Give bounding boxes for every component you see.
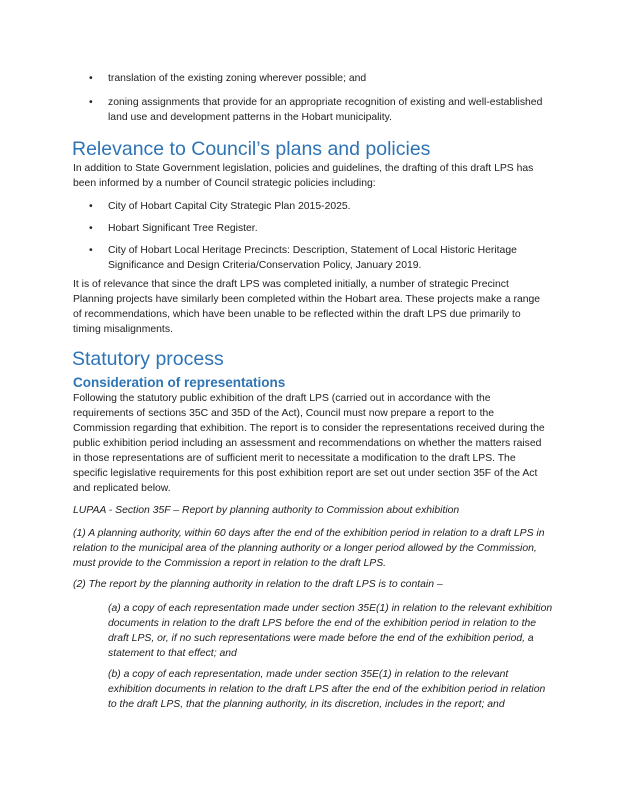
- section-heading: Relevance to Council’s plans and policies: [72, 138, 431, 160]
- quote-clause: (1) A planning authority, within 60 days after the end of the exhibition period in relation to a draft LPS in relation to the municipal area of the planning authority or a longer period allowed by the Commission, must provide to the Commission a report in relation to the draft LPS.: [73, 528, 545, 569]
- bullet-item: Hobart Significant Tree Register.: [108, 223, 258, 234]
- quote-title: LUPAA - Section 35F – Report by planning authority to Commission about exhibition: [73, 505, 460, 516]
- bullet-item: translation of the existing zoning wherever possible; and: [108, 73, 367, 84]
- bullet-marker: •: [89, 245, 93, 256]
- quote-clause: (2) The report by the planning authority in relation to the draft LPS is to contain –: [73, 579, 443, 590]
- paragraph: It is of relevance that since the draft LPS was completed initially, a number of strategic Precinct Planning projects have similarly been completed within the Hobart area. These projects make a range of recommendations, which have been unable to be reflected within the draft LPS due primarily to timing misalignments.: [73, 279, 541, 335]
- bullet-item: zoning assignments that provide for an appropriate recognition of existing and well-established land use and development patterns in the Hobart municipality.: [108, 97, 543, 123]
- paragraph: Following the statutory public exhibition of the draft LPS (carried out in accordance with the requirements of sections 35C and 35D of the Act), Council must now prepare a report to the Commission regarding that exhibition. The report is to consider the representations received during the public exhibition period including an assessment and recommendations on whether the matters raised in those representations are of sufficient merit to necessitate a modification to the draft LPS. The specific legislative requirements for this post exhibition report are set out under section 35F of the Act and replicated below.: [73, 393, 545, 494]
- bullet-marker: •: [89, 223, 93, 234]
- sub-heading: Consideration of representations: [73, 375, 286, 390]
- section-heading: Statutory process: [72, 348, 224, 370]
- bullet-marker: •: [89, 97, 93, 108]
- quote-subclause: (a) a copy of each representation made under section 35E(1) in relation to the relevant exhibition documents in relation to the draft LPS before the end of the exhibition period in relation to the draft LPS, or, if no such representations were made before the end of the exhibition period, a statement to that effect; and: [108, 603, 553, 659]
- bullet-marker: •: [89, 73, 93, 84]
- paragraph: In addition to State Government legislation, policies and guidelines, the drafting of this draft LPS has been informed by a number of Council strategic policies including:: [73, 163, 534, 189]
- bullet-item: City of Hobart Local Heritage Precincts: Description, Statement of Local Historic Heritage Significance and Design Criteria/Conservation Policy, January 2019.: [108, 245, 517, 271]
- quote-subclause: (b) a copy of each representation, made under section 35E(1) in relation to the relevant exhibition documents in relation to the draft LPS after the end of the exhibition period in relation to the draft LPS, that the planning authority, in its discretion, includes in the report; and: [108, 669, 546, 710]
- bullet-item: City of Hobart Capital City Strategic Plan 2015-2025.: [108, 201, 351, 212]
- bullet-marker: •: [89, 201, 93, 212]
